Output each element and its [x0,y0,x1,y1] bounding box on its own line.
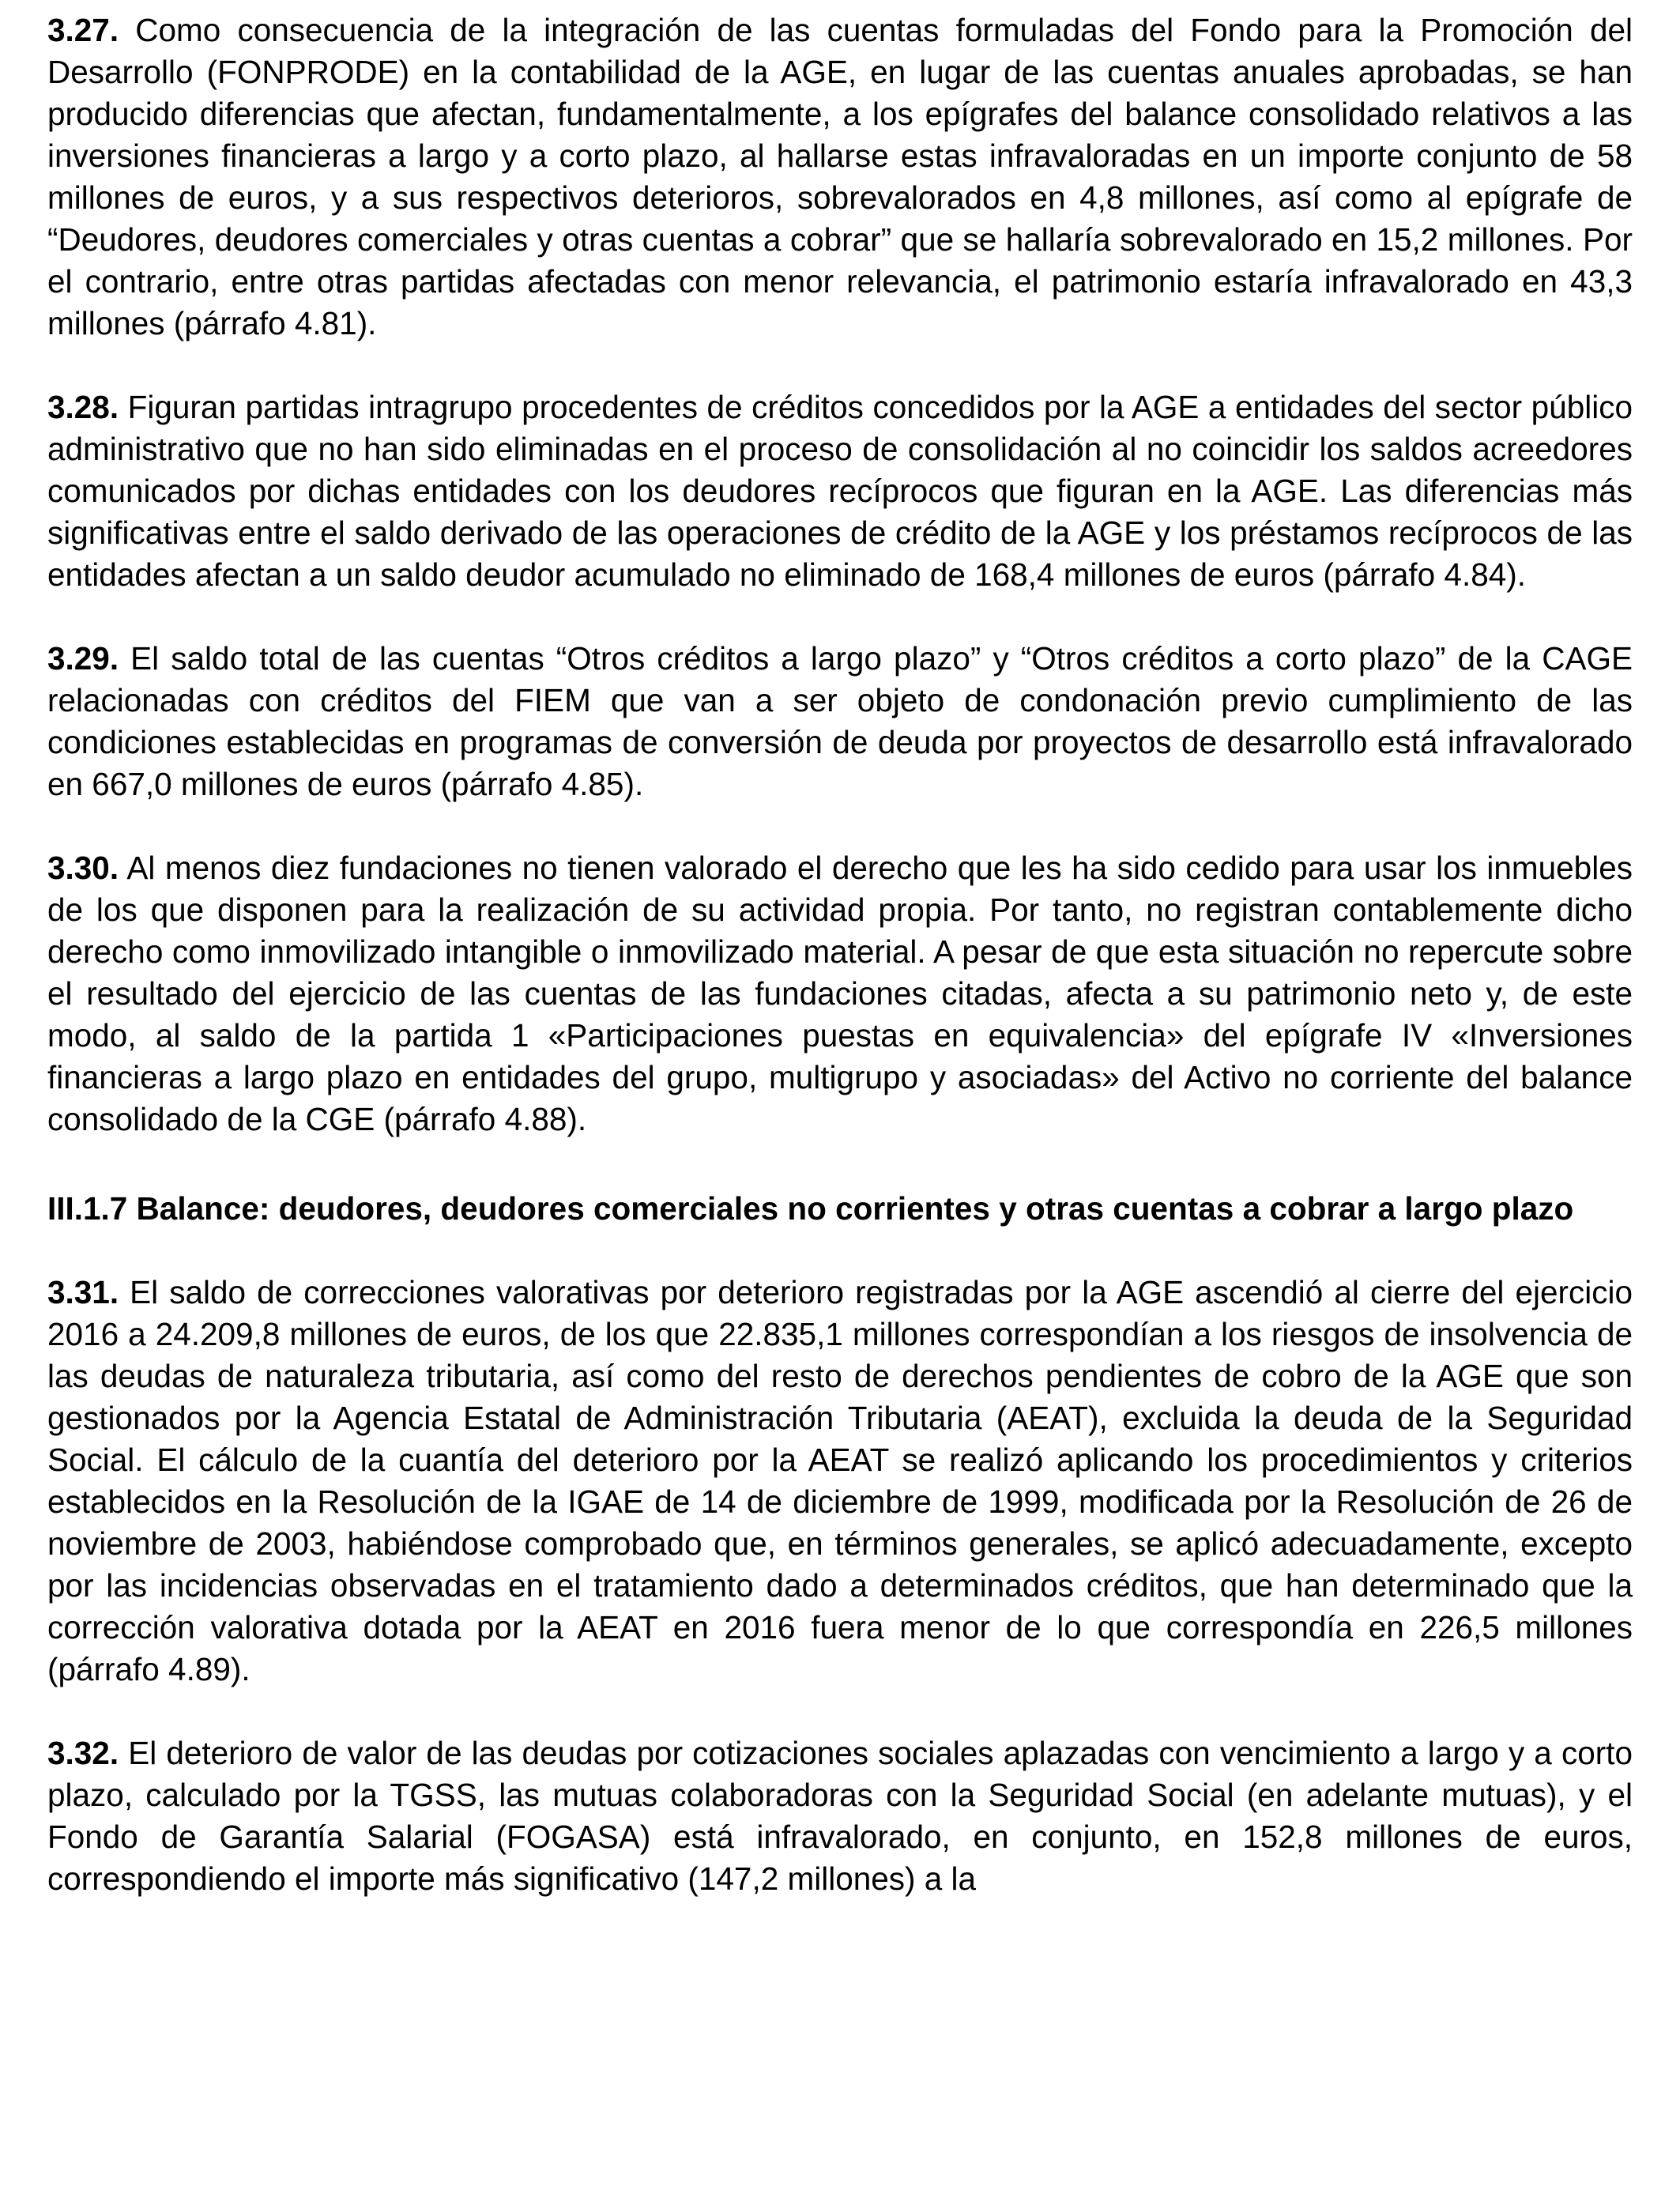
document-page [47,9,1633,1900]
paragraph-number: 3.31. [47,1274,119,1310]
spacer [47,1230,1633,1272]
spacer [47,1691,1633,1732]
paragraph-3-27 [47,9,1633,345]
paragraph-3-28 [47,386,1633,596]
paragraph-text: El saldo total de las cuentas “Otros créditos a largo plazo” y “Otros créditos a corto plazo” de la CAGE relacionadas con créditos del FIEM que van a ser objeto de condonación previo cumplimiento de las condiciones establecidas en programas de conversión de deuda por proyectos de desarrollo está infravalorado en 667,0 millones de euros (párrafo 4.85). [47,640,1633,802]
spacer [47,345,1633,386]
paragraph-3-29 [47,638,1633,805]
paragraph-text: El saldo de correcciones valorativas por deterioro registradas por la AGE ascendió al cierre del ejercicio 2016 a 24.209,8 millones de euros, de los que 22.835,1 millones correspondían a los riesgos de insolvencia de las deudas de naturaleza tributaria, así como del resto de derechos pendientes de cobro de la AGE que son gestionados por la Agencia Estatal de Administración Tributaria (AEAT), excluida la deuda de la Seguridad Social. El cálculo de la cuantía del deterioro por la AEAT se realizó aplicando los procedimientos y criterios establecidos en la Resolución de la IGAE de 14 de diciembre de 1999, modificada por la Resolución de 26 de noviembre de 2003, habiéndose comprobado que, en términos generales, se aplicó adecuadamente, excepto por las incidencias observadas en el tratamiento dado a determinados créditos, que han determinado que la corrección valorativa dotada por la AEAT en 2016 fuera menor de lo que correspondía en 226,5 millones (párrafo 4.89). [47,1274,1633,1687]
paragraph-number: 3.27. [47,12,119,48]
paragraph-text: Figuran partidas intragrupo procedentes de créditos concedidos por la AGE a entidades del sector público administrativo que no han sido eliminadas en el proceso de consolidación al no coincidir los saldos acreedores comunicados por dichas entidades con los deudores recíprocos que figuran en la AGE. Las diferencias más significativas entre el saldo derivado de las operaciones de crédito de la AGE y los préstamos recíprocos de las entidades afectan a un saldo deudor acumulado no eliminado de 168,4 millones de euros (párrafo 4.84). [47,389,1633,593]
paragraph-number: 3.30. [47,850,119,886]
spacer [47,596,1633,638]
spacer [47,1140,1633,1188]
paragraph-number: 3.28. [47,389,119,425]
paragraph-3-30 [47,847,1633,1140]
paragraph-text: Como consecuencia de la integración de las cuentas formuladas del Fondo para la Promoción del Desarrollo (FONPRODE) en la contabilidad de la AGE, en lugar de las cuentas anuales aprobadas, se han producido diferencias que afectan, fundamentalmente, a los epígrafes del balance consolidado relativos a las inversiones financieras a largo y a corto plazo, al hallarse estas infravaloradas en un importe conjunto de 58 millones de euros, y a sus respectivos deterioros, sobrevalorados en 4,8 millones, así como al epígrafe de “Deudores, deudores comerciales y otras cuentas a cobrar” que se hallaría sobrevalorado en 15,2 millones. Por el contrario, entre otras partidas afectadas con menor relevancia, el patrimonio estaría infravalorado en 43,3 millones (párrafo 4.81). [47,12,1633,341]
paragraph-number: 3.29. [47,640,119,677]
spacer [47,805,1633,847]
section-heading: III.1.7 Balance: deudores, deudores comerciales no corrientes y otras cuentas a cobrar a largo plazo [47,1190,1574,1227]
paragraph-text: Al menos diez fundaciones no tienen valorado el derecho que les ha sido cedido para usar los inmuebles de los que disponen para la realización de su actividad propia. Por tanto, no registran contablemente dicho derecho como inmovilizado intangible o inmovilizado material. A pesar de que esta situación no repercute sobre el resultado del ejercicio de las cuentas de las fundaciones citadas, afecta a su patrimonio neto y, de este modo, al saldo de la partida 1 «Participaciones puestas en equivalencia» del epígrafe IV «Inversiones financieras a largo plazo en entidades del grupo, multigrupo y asociadas» del Activo no corriente del balance consolidado de la CGE (párrafo 4.88). [47,850,1633,1137]
paragraph-text: El deterioro de valor de las deudas por cotizaciones sociales aplazadas con vencimiento a largo y a corto plazo, calculado por la TGSS, las mutuas colaboradoras con la Seguridad Social (en adelante mutuas), y el Fondo de Garantía Salarial (FOGASA) está infravalorado, en conjunto, en 152,8 millones de euros, correspondiendo el importe más significativo (147,2 millones) a la [47,1735,1633,1897]
paragraph-number: 3.32. [47,1735,119,1771]
paragraph-3-31 [47,1272,1633,1691]
paragraph-3-32 [47,1732,1633,1900]
